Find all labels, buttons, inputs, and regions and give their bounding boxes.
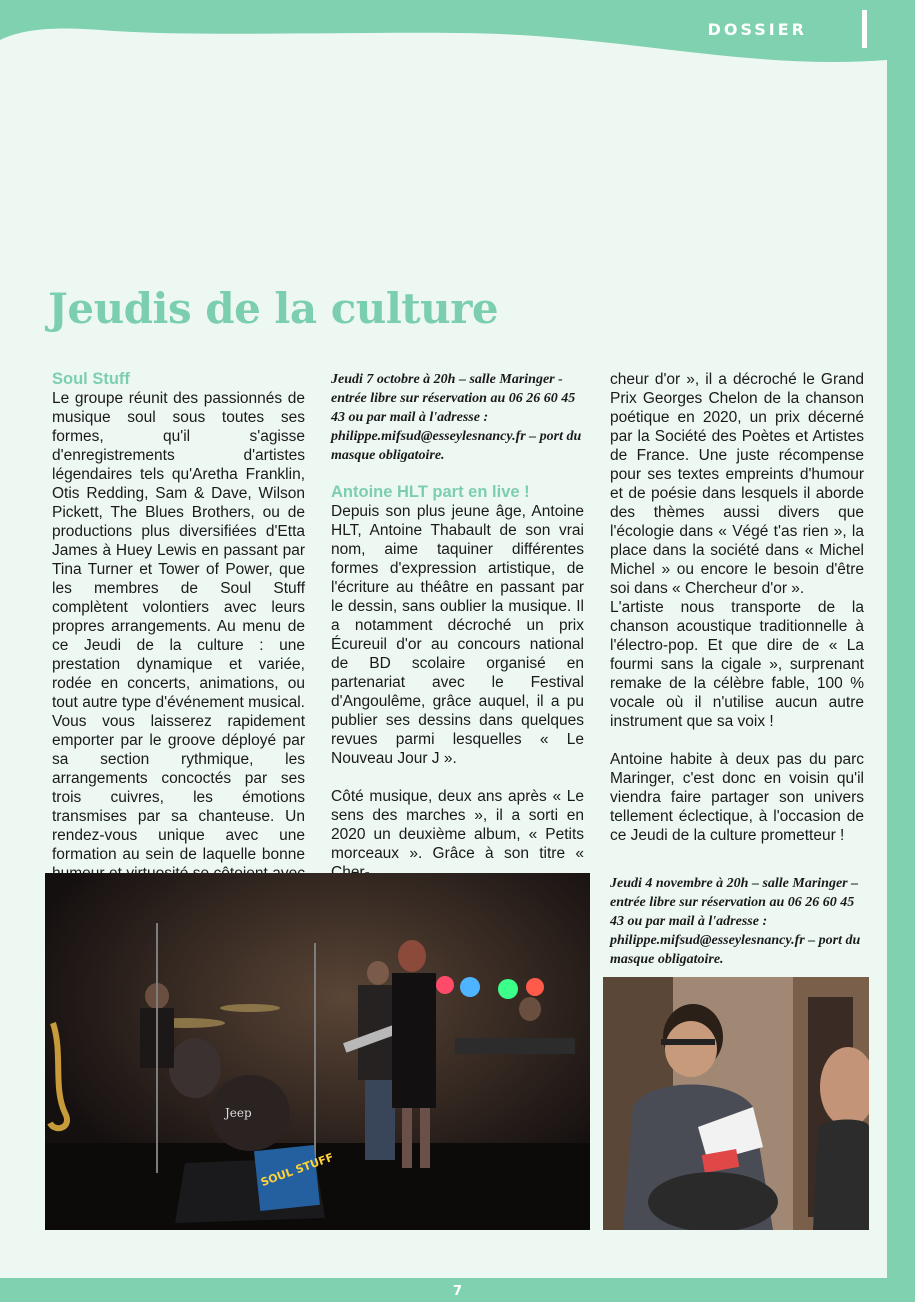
artist-photo-illustration bbox=[603, 977, 869, 1230]
antoine-paragraph-4: Antoine habite à deux pas du parc Maringer, c'est donc en voisin qu'il viendra faire partager son univers tellement éclectique, à l'occasion de ce Jeudi de la culture prometteur ! bbox=[610, 751, 864, 844]
soul-stuff-heading: Soul Stuff bbox=[52, 370, 130, 388]
column-3 bbox=[610, 370, 864, 845]
antoine-paragraph-2-end: cheur d'or », il a décroché le Grand Prix Georges Chelon de la chanson poétique en 2020, un prix décerné par la Société des Poètes et Artistes de France. Une juste récompense pour ses textes empreints d'humour et de poésie dans lesquels il aborde des thèmes aussi divers que l'écologie dans « Végé t'as rien », la place dans la société dans « Michel Michel » ou encore le besoin d'être soi dans « Chercheur d'or ». bbox=[610, 371, 864, 597]
antoine-paragraph-2-start: Côté musique, deux ans après « Le sens des marches », il a sorti en 2020 un deuxième album, « Petits morceaux ». Grâce à son titre « bbox=[331, 788, 584, 862]
antoine-hlt-photo bbox=[603, 977, 869, 1230]
soul-stuff-body: Le groupe réunit des passionnés de musique soul sous toutes ses formes, qu'il s'agisse d'enregistrements d'artistes légendaires tels qu'Aretha Franklin, Otis Redding, Sam & Dave, Wilson Pickett, The Blues Brothers, ou de productions plus diversifiées d'Etta James à Huey Lewis en passant par Tina Turner et Tower of Power, que les membres de Soul Stuff complètent volontiers avec leurs propres arrangements. Au menu de ce Jeudi de la culture : une prestation dynamique et variée, rodée en concerts, animations, ou tout autre type d'événement musical. Vous vous laisserez rapidement emporter par le groove déployé par sa section rythmique, les arrangements concoctés par ses trois cuivres, les émotions transmises par sa chanteuse. Un rendez-vous unique avec une formation au sein de laquelle bonne bbox=[52, 390, 305, 863]
monitor-text: SOUL STUFF bbox=[259, 1150, 336, 1190]
drum-logo-text: Jeep bbox=[225, 1106, 252, 1120]
section-divider bbox=[862, 10, 867, 48]
antoine-paragraph-3: L'artiste nous transporte de la chanson acoustique traditionnelle à l'électro-pop. Et que dire de « La fourmi sans la cigale », surprenant remake de la célèbre fable, 100 % vocale où il n'utilise aucun autre instrument que sa voix ! bbox=[610, 599, 864, 730]
article-title: Jeudis de la culture bbox=[48, 284, 499, 333]
column-2 bbox=[331, 370, 584, 882]
column-1 bbox=[52, 370, 305, 902]
soul-stuff-band-photo bbox=[45, 873, 590, 1230]
antoine-paragraph-1: Depuis son plus jeune âge, Antoine HLT, Antoine Thabault de son vrai nom, aime taquiner différentes formes d'expression artistique, de l'écriture au théâtre en passant par le dessin, sans oublier la musique. Il a notamment décroché un prix Écureuil d'or au concours national de BD scolaire organisé en partenariat avec le Festival d'Angoulême, grâce auquel, il a pu publier ses dessins dans quelques revues parmi lesquelles « Le Nouveau Jour J ». bbox=[331, 503, 584, 767]
section-label: DOSSIER bbox=[707, 20, 807, 39]
band-photo-illustration bbox=[45, 873, 590, 1230]
soul-stuff-event-info: Jeudi 7 octobre à 20h – salle Maringer - entrée libre sur réservation au 06 26 60 45 43 ou par mail à l'adresse : philippe.mifsud@esseylesnancy.fr – port du masque obligatoire. bbox=[331, 372, 582, 463]
header-wave bbox=[0, 0, 887, 80]
page-number: 7 bbox=[452, 1284, 463, 1299]
antoine-heading: Antoine HLT part en live ! bbox=[331, 483, 530, 501]
antoine-event-info: Jeudi 4 novembre à 20h – salle Maringer – entrée libre sur réservation au 06 26 60 45 43 ou par mail à l'adresse : philippe.mifsud@esseylesnancy.fr – port du masque obligatoire. bbox=[610, 876, 861, 967]
